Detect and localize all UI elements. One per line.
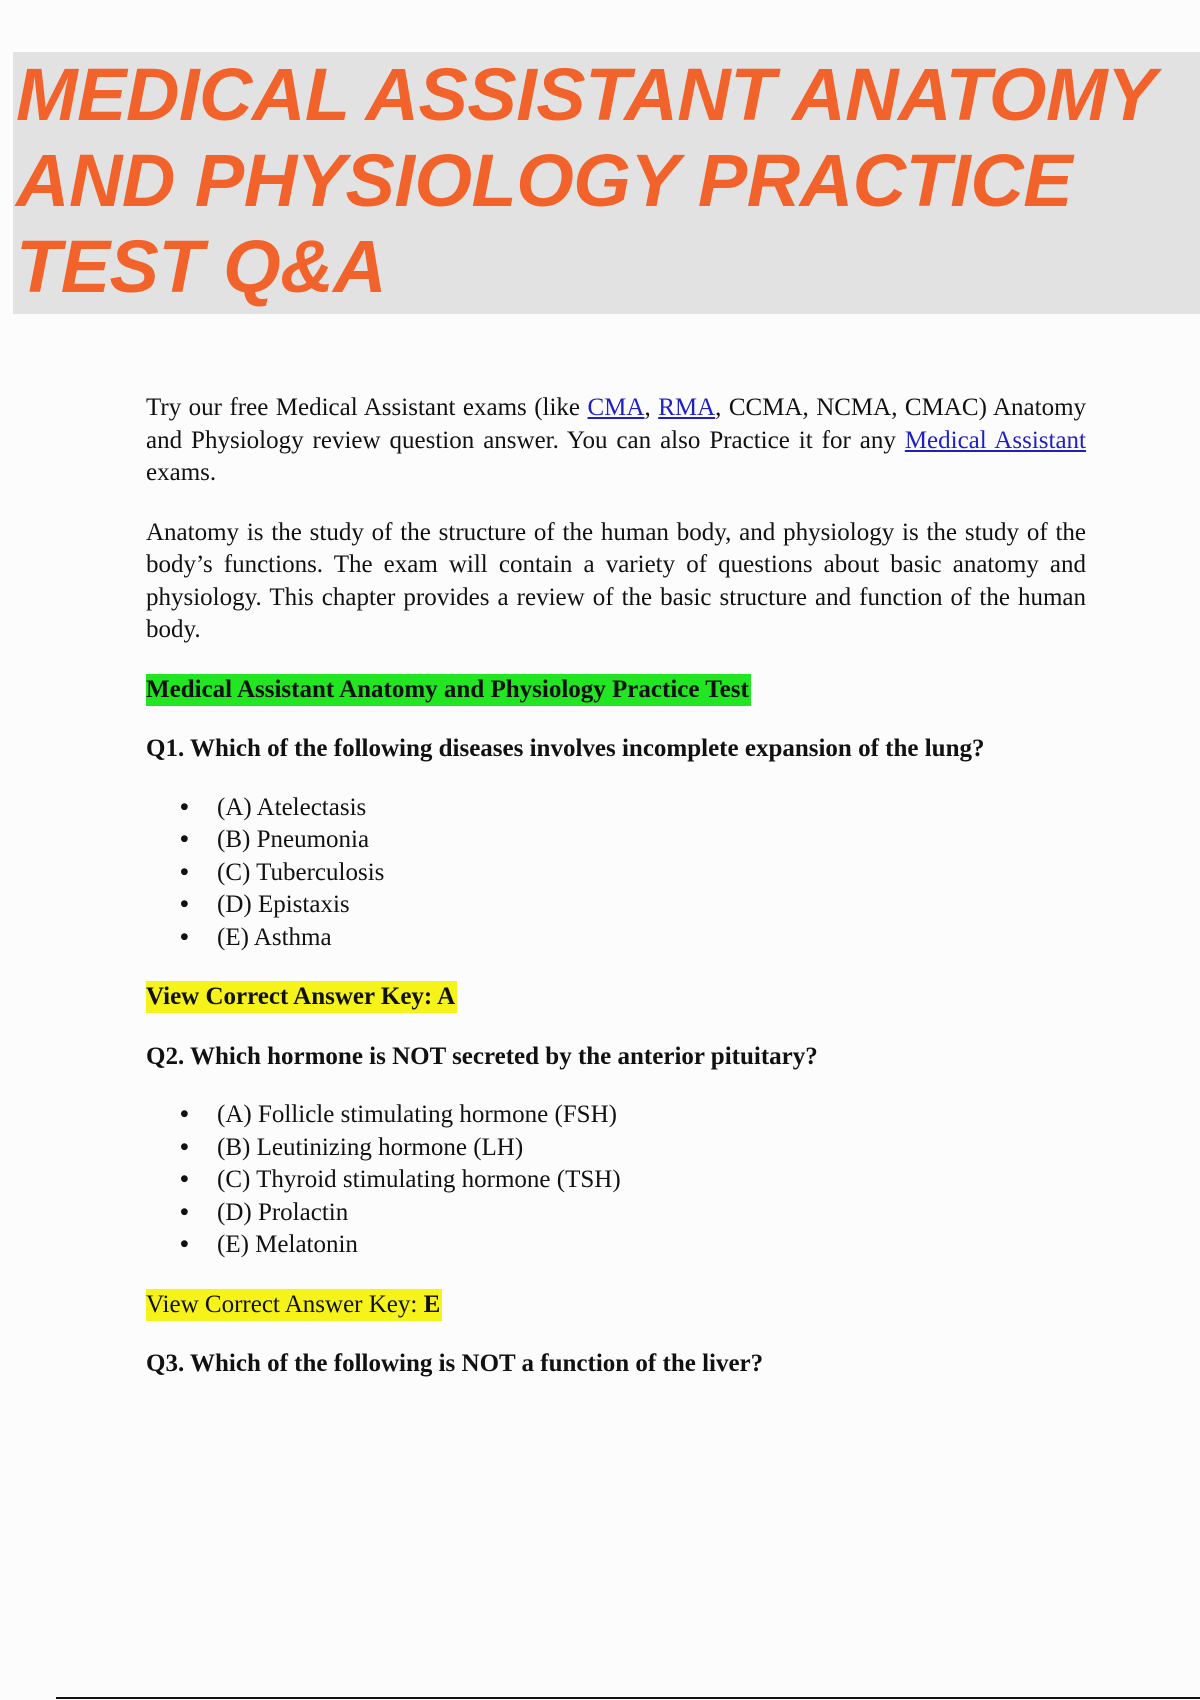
medical-assistant-link[interactable]: Medical Assistant [904,426,1086,454]
title-line-2: AND PHYSIOLOGY PRACTICE [16,139,1073,222]
bullet: • [180,826,189,853]
option-item [180,922,1086,955]
description-paragraph: Anatomy is the study of the structure of the human body, and physiology is the study of the body’s functions. The exam will contain a variety of questions about basic anatomy and physiology. This chapter provides a review of the basic structure and function of the human body. [146,518,1086,643]
answer-key-1[interactable] [146,981,457,1013]
title-line-1: MEDICAL ASSISTANT ANATOMY [16,53,1156,136]
answer-label: View Correct Answer Key: [146,983,438,1010]
bullet: • [180,1101,189,1128]
option-text: (D) Prolactin [217,1198,349,1226]
page-divider [56,1697,1200,1699]
question-3: Q3. Which of the following is NOT a function of the liver? [146,1350,764,1377]
answer-value: A [437,983,456,1010]
option-text: (E) Asthma [217,923,332,951]
question-1: Q1. Which of the following diseases involves incomplete expansion of the lung? [146,735,985,762]
intro-prefix: Try our free Medical Assistant exams (like [146,394,588,421]
intro-sep: , [644,394,659,421]
intro-middle: , CCMA, NCMA, CMAC) Anatomy and Physiology review question answer. You can also Practice it for any [146,394,1087,454]
option-item [180,1164,1086,1197]
document-body [146,392,1086,1381]
answer-label: View Correct Answer Key: [146,1290,424,1318]
option-text: (B) Leutinizing hormone (LH) [217,1133,524,1161]
title-line-3: TEST Q&A [16,225,387,308]
option-item [180,1099,1086,1132]
answer-value: E [423,1290,441,1318]
option-text: (C) Thyroid stimulating hormone (TSH) [217,1166,621,1193]
rma-link[interactable]: RMA [658,394,716,421]
question-2-options [146,1099,1086,1262]
bullet: • [180,858,189,886]
option-item [180,857,1086,890]
option-item [180,889,1086,922]
option-text: (C) Tuberculosis [217,858,385,886]
option-text: (B) Pneumonia [217,826,370,853]
section-heading-line [146,674,1086,707]
answer-key-2-line [146,1289,1086,1322]
cma-link[interactable]: CMA [587,394,645,421]
question-1-options [146,792,1086,955]
answer-key-1-line [146,981,1086,1014]
bullet: • [180,891,189,918]
page-title [16,52,1196,310]
question-2: Q2. Which hormone is NOT secreted by the anterior pituitary? [146,1042,818,1070]
bullet: • [180,1198,189,1226]
bullet: • [180,1166,189,1193]
option-item [180,792,1086,825]
option-item [180,1229,1086,1262]
option-text: (E) Melatonin [217,1231,358,1258]
bullet: • [180,1231,189,1258]
option-item [180,824,1086,857]
bullet: • [180,793,189,821]
option-text: (D) Epistaxis [217,891,350,918]
option-item [180,1132,1086,1165]
bullet: • [180,1133,189,1161]
option-text: (A) Atelectasis [217,793,367,821]
option-text: (A) Follicle stimulating hormone (FSH) [217,1101,617,1128]
answer-key-2[interactable] [146,1289,442,1321]
option-item [180,1197,1086,1230]
bullet: • [180,923,189,951]
intro-paragraph [146,392,1086,490]
intro-suffix: exams. [146,459,217,486]
section-heading: Medical Assistant Anatomy and Physiology Practice Test [146,674,751,706]
